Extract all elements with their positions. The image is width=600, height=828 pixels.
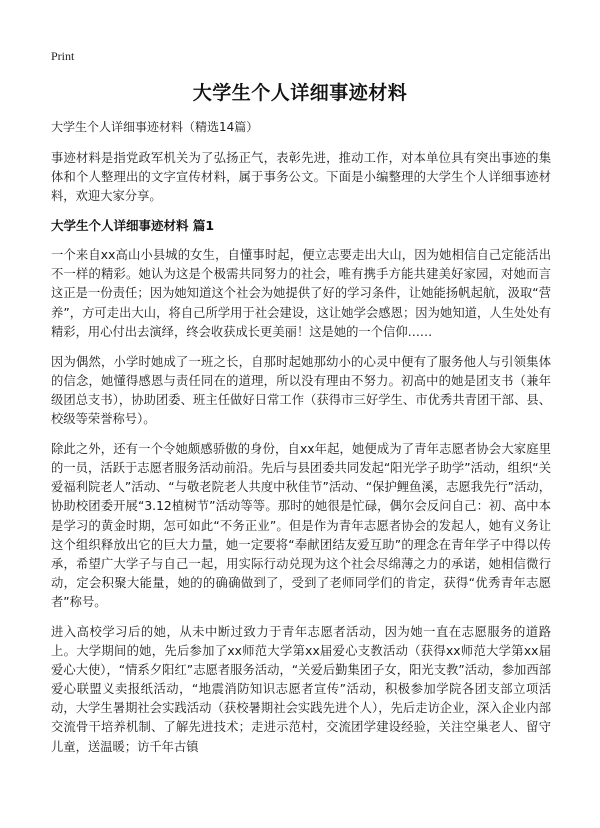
document-subtitle: 大学生个人详细事迹材料（精选14篇）: [51, 120, 259, 134]
body-paragraph-4: 进入高校学习后的她，从未中断过致力于青年志愿者活动，因为她一直在志愿服务的道路上。大学期间的她，先后参加了xx师范大学第xx届爱心支教活动（获得xx师范大学第xx届爱心大使），“情系夕阳红”志愿者服务活动，“关爱后勤集团子女，阳光支教”活动，参加西部爱心联盟义卖报纸活动，“地震消防知识志愿者宣传”活动，积极参加学院各团支部立项活动，大学生暑期社会实践活动（获校暑期社会实践先进个人），先后走访企业，深入企业内部交流骨干培养机制、了解先进技术；走进示范村，交流团学建设经验，关注空巢老人、留守儿童，送温暖；访千年古镇: [51, 624, 551, 754]
body-paragraph-3: 除此之外，还有一个令她颇感骄傲的身份，自xx年起，她便成为了青年志愿者协会大家庭里的一员，活跃于志愿者服务活动前沿。先后与县团委共同发起“阳光学子助学”活动，组织“关爱福利院老人”活动、“与敬老院老人共度中秋佳节”活动、“保护鲤鱼溪，志愿我先行”活动，协助校团委开展“3.12植树节”活动等等。那时的她很是忙碌，偶尔会反问自己：初、高中本是学习的黄金时期，怎可如此“不务正业”。但是作为青年志愿者协会的发起人，她有义务让这个组织释放出它的巨大力量，她一定要将“奉献团结友爱互助”的理念在青年学子中得以传承，希望广大学子与自己一起，用实际行动兑现为这个社会尽绵薄之力的承诺，她相信微行动，定会积聚大能量，她的的确确做到了，受到了老师同学们的肯定，获得“优秀青年志愿者”称号。: [51, 442, 551, 609]
print-link[interactable]: Print: [51, 49, 75, 63]
intro-paragraph: 事迹材料是指党政军机关为了弘扬正气，表彰先进，推动工作，对本单位具有突出事迹的集体和个人整理出的文字宣传材料，属于事务公文。下面是小编整理的大学生个人详细事迹材料，欢迎大家分享。: [51, 151, 551, 204]
body-paragraph-1: 一个来自xx高山小县城的女生，自懂事时起，便立志要走出大山，因为她相信自己定能活出不一样的精彩。她认为这是个极需共同努力的社会，唯有携手方能共建美好家园，对她而言这正是一份责任；因为她知道这个社会为她提供了好的学习条件，让她能扬帆起航，汲取“营养”，方可走出大山，将自己所学用于社会建设，这让她学会感恩；因为她知道，人生处处有精彩，用心付出去演绎，终会收获成长更美丽！这是她的一个信仰……: [51, 248, 551, 339]
document-body: [51, 118, 551, 768]
section-heading: 大学生个人详细事迹材料 篇1: [51, 218, 215, 234]
body-paragraph-2: 因为偶然，小学时她成了一班之长，自那时起她那幼小的心灵中便有了服务他人与引领集体的信念，她懂得感恩与责任同在的道理，所以没有理由不努力。初高中的她是团支书（兼年级团总支书），协助团委、班主任做好日常工作（获得市三好学生、市优秀共青团干部、县、校级等荣誉称号）。: [51, 354, 551, 427]
document-title: 大学生个人详细事迹材料: [192, 82, 408, 104]
